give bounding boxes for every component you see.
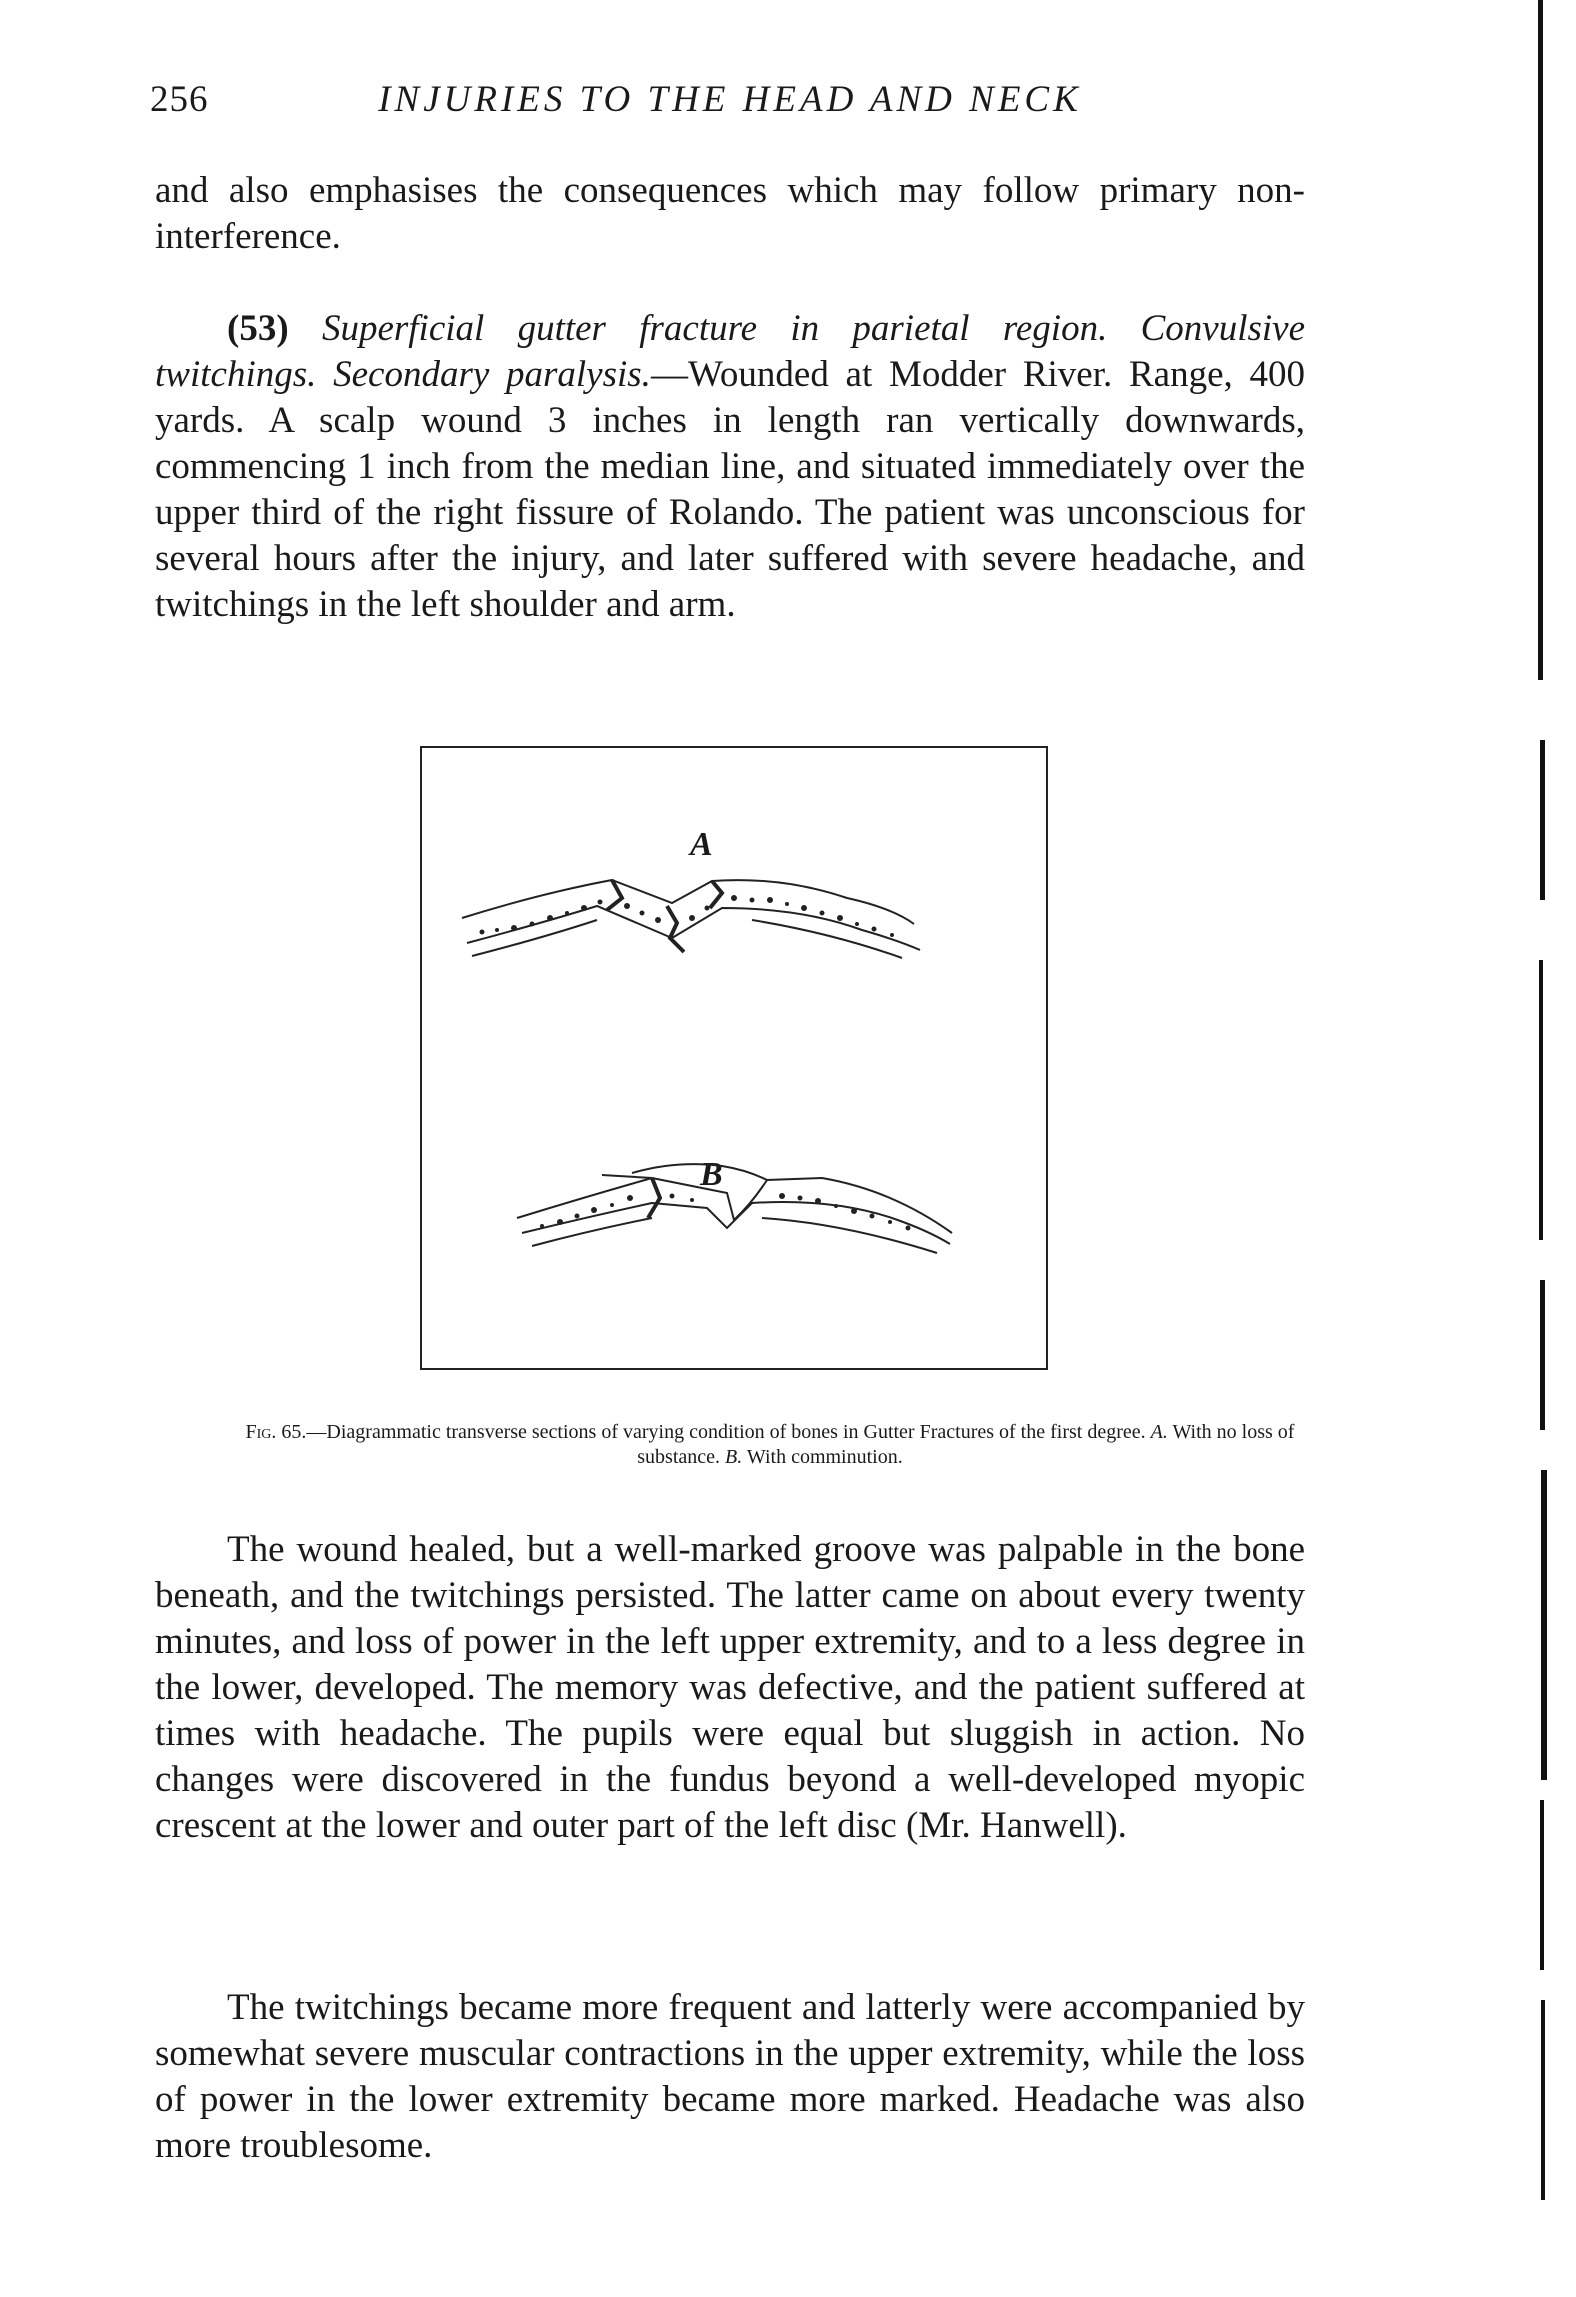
paragraph-wound-healed: The wound healed, but a well-marked groove was palpable in the bone beneath, and the twitchings persisted. The latter came on about every twenty minutes, and loss of power in the left upper extremity, and to a less degree in the lower, developed. The memory was defective, and the patient suffered at times with headache. The pupils were equal but sluggish in action. No changes were discovered in the fundus beyond a well-developed myopic crescent at the lower and outer part of the left disc (Mr. Hanwell). — [155, 1529, 1305, 1846]
figure-label-a: A — [690, 826, 713, 863]
figure-65 — [420, 746, 1048, 1370]
caption-a-text: With no loss of substance. — [637, 1421, 1295, 1468]
paragraph-twitchings: The twitchings became more frequent and latterly were accompanied by somewhat severe muscular contractions in the upper extremity, while the loss of power in the lower extremity became more marked. Headache was also more troublesome. — [155, 1987, 1305, 2166]
caption-b-label: B. — [725, 1446, 743, 1468]
section-b-diagram — [517, 1164, 952, 1253]
scan-edge-line — [1539, 960, 1543, 1240]
caption-figure-number: Fig. 65. — [245, 1421, 307, 1443]
scan-edge-line — [1540, 740, 1545, 900]
case-number: (53) — [227, 308, 289, 349]
paragraph-continuation: and also emphasises the consequences which may follow primary non-interference. — [155, 170, 1305, 257]
bone-section-diagrams — [422, 748, 1046, 1368]
figure-label-b: B — [700, 1156, 723, 1193]
caption-a-label: A. — [1150, 1421, 1168, 1443]
figure-caption — [240, 1420, 1300, 1470]
page-number: 256 — [150, 79, 209, 120]
running-title: INJURIES TO THE HEAD AND NECK — [378, 79, 1082, 120]
caption-text: —Diagrammatic transverse sections of varying condition of bones in Gutter Fractures of the first degree. — [306, 1421, 1146, 1443]
caption-b-text: With comminution. — [746, 1446, 903, 1468]
scan-edge-line — [1538, 0, 1543, 680]
scan-edge-line — [1540, 1800, 1544, 1970]
case-title: Superficial gutter fracture in parietal region. Convulsive twitchings. Secondary paralysis. — [155, 308, 1305, 395]
scan-edge-line — [1540, 1280, 1545, 1430]
running-head — [150, 78, 1310, 128]
scan-edge-line — [1541, 1470, 1547, 1780]
case-body: —Wounded at Modder River. Range, 400 yards. A scalp wound 3 inches in length ran vertically downwards, commencing 1 inch from the median line, and situated immediately over the upper third of the right fissure of Rolando. The patient was unconscious for several hours after the injury, and later suffered with severe headache, and twitchings in the left shoulder and arm. — [155, 354, 1305, 625]
scan-edge-line — [1541, 2000, 1545, 2200]
section-a-diagram — [462, 880, 920, 958]
case-53-paragraph — [155, 306, 1305, 628]
